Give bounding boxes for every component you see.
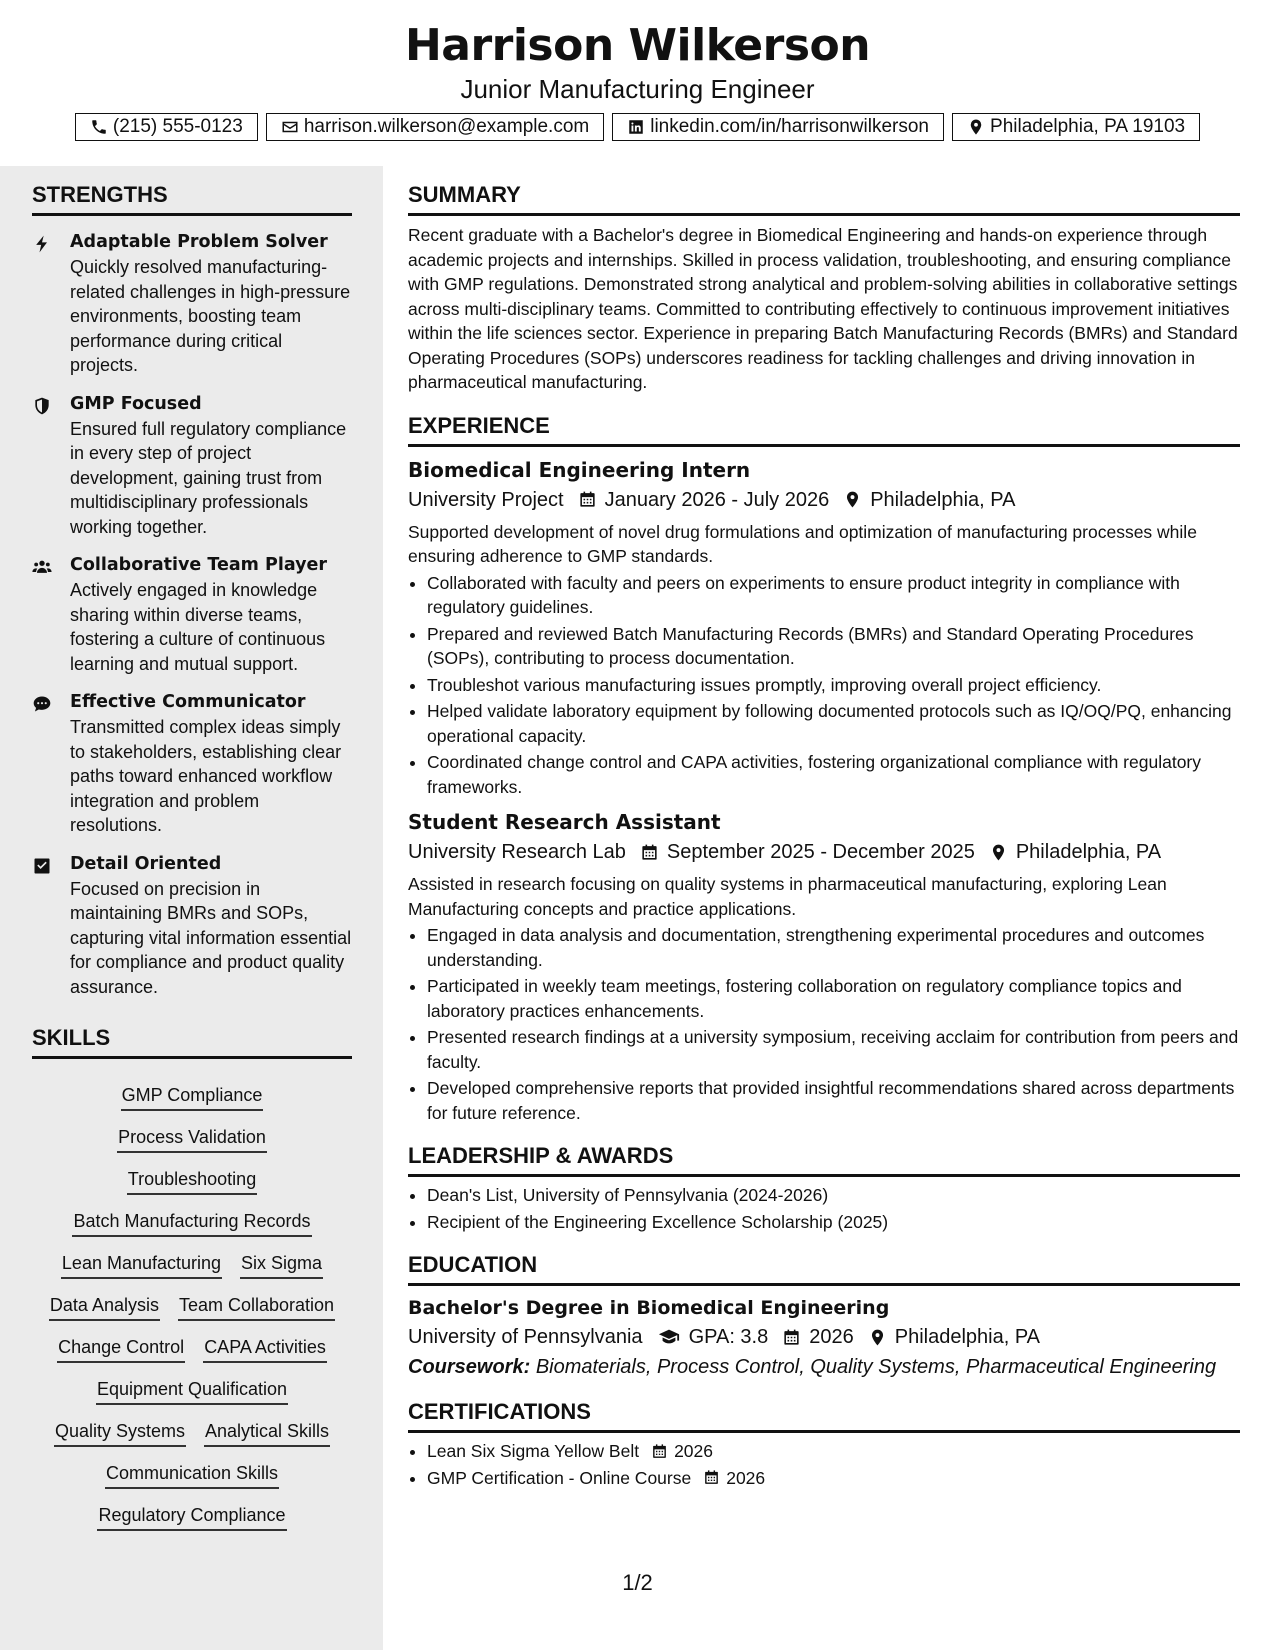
strength-item bbox=[32, 852, 352, 1000]
bolt-icon bbox=[32, 234, 52, 254]
calendar-icon bbox=[640, 843, 659, 862]
strength-desc: Actively engaged in knowledge sharing within diverse teams, fostering a culture of continuous learning and mutual support. bbox=[70, 580, 326, 674]
list-item bbox=[427, 1439, 1240, 1464]
coursework-list: Biomaterials, Process Control, Quality Systems, Pharmaceutical Engineering bbox=[535, 1356, 1217, 1378]
skill-tag: Process Validation bbox=[117, 1125, 267, 1153]
location-pin-icon bbox=[967, 118, 985, 136]
users-icon bbox=[32, 557, 52, 577]
list-item: • Recipient of the Engineering Excellence Scholarship (2025) bbox=[427, 1210, 1240, 1235]
skills-list bbox=[32, 1069, 352, 1531]
email-text: harrison.wilkerson@example.com bbox=[303, 116, 590, 137]
checkbox-icon bbox=[32, 856, 52, 876]
list-item: • Prepared and reviewed Batch Manufacturing Records (BMRs) and Standard Operating Procedures (SOPs), contributing to process documentation. bbox=[427, 622, 1240, 671]
coursework-label: Coursework: bbox=[408, 1356, 531, 1378]
location-pin-icon bbox=[989, 843, 1008, 862]
list-item: • Engaged in data analysis and documentation, strengthening experimental procedures and outcomes understanding. bbox=[427, 923, 1240, 972]
chat-bubble-icon bbox=[32, 694, 52, 714]
certifications-heading: CERTIFICATIONS bbox=[408, 1399, 1240, 1433]
strength-desc: Quickly resolved manufacturing-related challenges in high-pressure environments, boosting team performance during critical projects. bbox=[70, 257, 351, 375]
school-location: Philadelphia, PA bbox=[894, 1326, 1041, 1348]
skill-tag: Lean Manufacturing bbox=[61, 1251, 222, 1279]
strength-item bbox=[32, 230, 352, 378]
location-pin-icon bbox=[868, 1328, 887, 1347]
strength-title: Detail Oriented bbox=[70, 853, 222, 874]
contact-bar bbox=[0, 113, 1275, 141]
experience-heading: EXPERIENCE bbox=[408, 413, 1240, 447]
cert-year: 2026 bbox=[674, 1441, 714, 1461]
sidebar bbox=[0, 166, 383, 1650]
list-item: • Coordinated change control and CAPA activities, fostering organizational compliance with regulatory frameworks. bbox=[427, 750, 1240, 799]
job-position: Student Research Assistant bbox=[408, 810, 721, 834]
skill-tag: Communication Skills bbox=[105, 1461, 279, 1489]
skill-tag: Troubleshooting bbox=[127, 1167, 257, 1195]
strength-title: Adaptable Problem Solver bbox=[70, 232, 328, 252]
cert-name: • Lean Six Sigma Yellow Belt bbox=[427, 1441, 640, 1461]
education-heading: EDUCATION bbox=[408, 1252, 1240, 1286]
strength-item bbox=[32, 690, 352, 838]
coursework bbox=[408, 1353, 1240, 1381]
summary-heading: SUMMARY bbox=[408, 182, 1240, 216]
strengths-heading: STRENGTHS bbox=[32, 182, 352, 216]
job-dates: September 2025 - December 2025 bbox=[666, 841, 975, 863]
page-number: 1/2 bbox=[622, 1570, 653, 1595]
skill-tag: Change Control bbox=[57, 1335, 185, 1363]
location-text: Philadelphia, PA 19103 bbox=[990, 116, 1186, 137]
list-item: • Presented research findings at a university symposium, receiving acclaim for contribution from peers and faculty. bbox=[427, 1025, 1240, 1074]
skill-tag: Equipment Qualification bbox=[96, 1377, 288, 1405]
job-description: Assisted in research focusing on quality systems in pharmaceutical manufacturing, exploring Lean Manufacturing concepts and practice applications. bbox=[408, 874, 1167, 919]
skill-tag: Quality Systems bbox=[54, 1419, 186, 1447]
awards-heading: LEADERSHIP & AWARDS bbox=[408, 1143, 1240, 1177]
job-position: Biomedical Engineering Intern bbox=[408, 457, 751, 482]
job-description: Supported development of novel drug formulations and optimization of manufacturing processes while ensuring adherence to GMP standards. bbox=[408, 521, 1197, 566]
linkedin-text: linkedin.com/in/harrisonwilkerson bbox=[650, 116, 930, 137]
skills-heading: SKILLS bbox=[32, 1025, 352, 1059]
graduation-cap-icon bbox=[657, 1326, 681, 1348]
skill-tag: Six Sigma bbox=[240, 1251, 323, 1279]
phone-text: (215) 555-0123 bbox=[112, 116, 243, 137]
job-location: Philadelphia, PA bbox=[1015, 841, 1162, 863]
gpa: GPA: 3.8 bbox=[688, 1326, 769, 1348]
list-item: • Collaborated with faculty and peers on experiments to ensure product integrity in compliance with regulatory guidelines. bbox=[427, 571, 1240, 620]
list-item bbox=[427, 1466, 1240, 1491]
envelope-icon bbox=[281, 118, 299, 136]
skill-tag: GMP Compliance bbox=[121, 1083, 264, 1111]
skill-tag: Regulatory Compliance bbox=[97, 1503, 286, 1531]
skill-tag: CAPA Activities bbox=[203, 1335, 327, 1363]
strength-desc: Focused on precision in maintaining BMRs and SOPs, capturing vital information essential for compliance and product quality assurance. bbox=[70, 878, 352, 997]
skill-tag: Team Collaboration bbox=[178, 1293, 335, 1321]
resume-header bbox=[0, 0, 1275, 166]
job-org: University Project bbox=[408, 488, 564, 511]
contact-email[interactable] bbox=[266, 113, 604, 141]
strength-item bbox=[32, 392, 352, 540]
calendar-icon bbox=[651, 1443, 668, 1460]
skill-tag: Data Analysis bbox=[49, 1293, 160, 1321]
strength-title: Collaborative Team Player bbox=[70, 555, 328, 575]
list-item: • Troubleshot various manufacturing issues promptly, improving overall project efficiency. bbox=[427, 673, 1240, 698]
cert-name: • GMP Certification - Online Course bbox=[427, 1467, 692, 1488]
phone-icon bbox=[90, 118, 108, 136]
cert-year: 2026 bbox=[726, 1467, 766, 1488]
degree: Bachelor's Degree in Biomedical Engineering bbox=[408, 1297, 890, 1319]
contact-linkedin[interactable] bbox=[612, 113, 944, 141]
shield-icon bbox=[32, 396, 52, 416]
school: University of Pennsylvania bbox=[408, 1326, 643, 1348]
job-entry bbox=[408, 456, 1240, 800]
linkedin-icon bbox=[627, 118, 645, 136]
list-item: • Dean's List, University of Pennsylvania (2024-2026) bbox=[427, 1183, 1240, 1208]
skill-tag: Analytical Skills bbox=[204, 1419, 330, 1447]
contact-location bbox=[952, 113, 1200, 141]
summary-text: Recent graduate with a Bachelor's degree in Biomedical Engineering and hands-on experience through academic projects and internships. Skilled in process validation, troubleshooting, and ensuring compliance with GMP regulations. Demonstrated strong analytical and problem-solving abilities in collaborative settings across multi-disciplinary teams. Committed to contributing effectively to continuous improvement initiatives within the life sciences sector. Experience in preparing Batch Manufacturing Records (BMRs) and Standard Operating Procedures (SOPs) underscores readiness for tackling challenges and driving innovation in pharmaceutical manufacturing. bbox=[408, 225, 1238, 392]
job-org: University Research Lab bbox=[408, 841, 626, 863]
grad-year: 2026 bbox=[809, 1326, 854, 1348]
calendar-icon bbox=[578, 490, 597, 509]
list-item: • Developed comprehensive reports that provided insightful recommendations shared across departments for future reference. bbox=[427, 1076, 1240, 1125]
location-pin-icon bbox=[843, 490, 862, 509]
list-item: • Participated in weekly team meetings, fostering collaboration on regulatory compliance topics and laboratory practices enhancements. bbox=[427, 974, 1240, 1023]
skill-tag: Batch Manufacturing Records bbox=[72, 1209, 311, 1237]
job-dates: January 2026 - July 2026 bbox=[604, 488, 830, 511]
contact-phone[interactable] bbox=[75, 113, 258, 141]
list-item: • Helped validate laboratory equipment by following documented protocols such as IQ/OQ/PQ, enhancing operational capacity. bbox=[427, 699, 1240, 748]
job-entry bbox=[408, 808, 1240, 1125]
strength-title: GMP Focused bbox=[70, 393, 202, 414]
calendar-icon bbox=[703, 1469, 720, 1486]
calendar-icon bbox=[782, 1328, 801, 1347]
main-content bbox=[408, 182, 1240, 1490]
strength-desc: Transmitted complex ideas simply to stakeholders, establishing clear paths toward enhanced workflow integration and problem resolutions. bbox=[70, 717, 342, 835]
strength-desc: Ensured full regulatory compliance in every step of project development, gaining trust from multidisciplinary professionals working together. bbox=[70, 418, 347, 537]
job-title: Junior Manufacturing Engineer bbox=[460, 74, 815, 104]
candidate-name: Harrison Wilkerson bbox=[404, 20, 871, 71]
strength-item bbox=[32, 553, 352, 676]
strength-title: Effective Communicator bbox=[70, 692, 306, 712]
job-location: Philadelphia, PA bbox=[870, 488, 1016, 511]
